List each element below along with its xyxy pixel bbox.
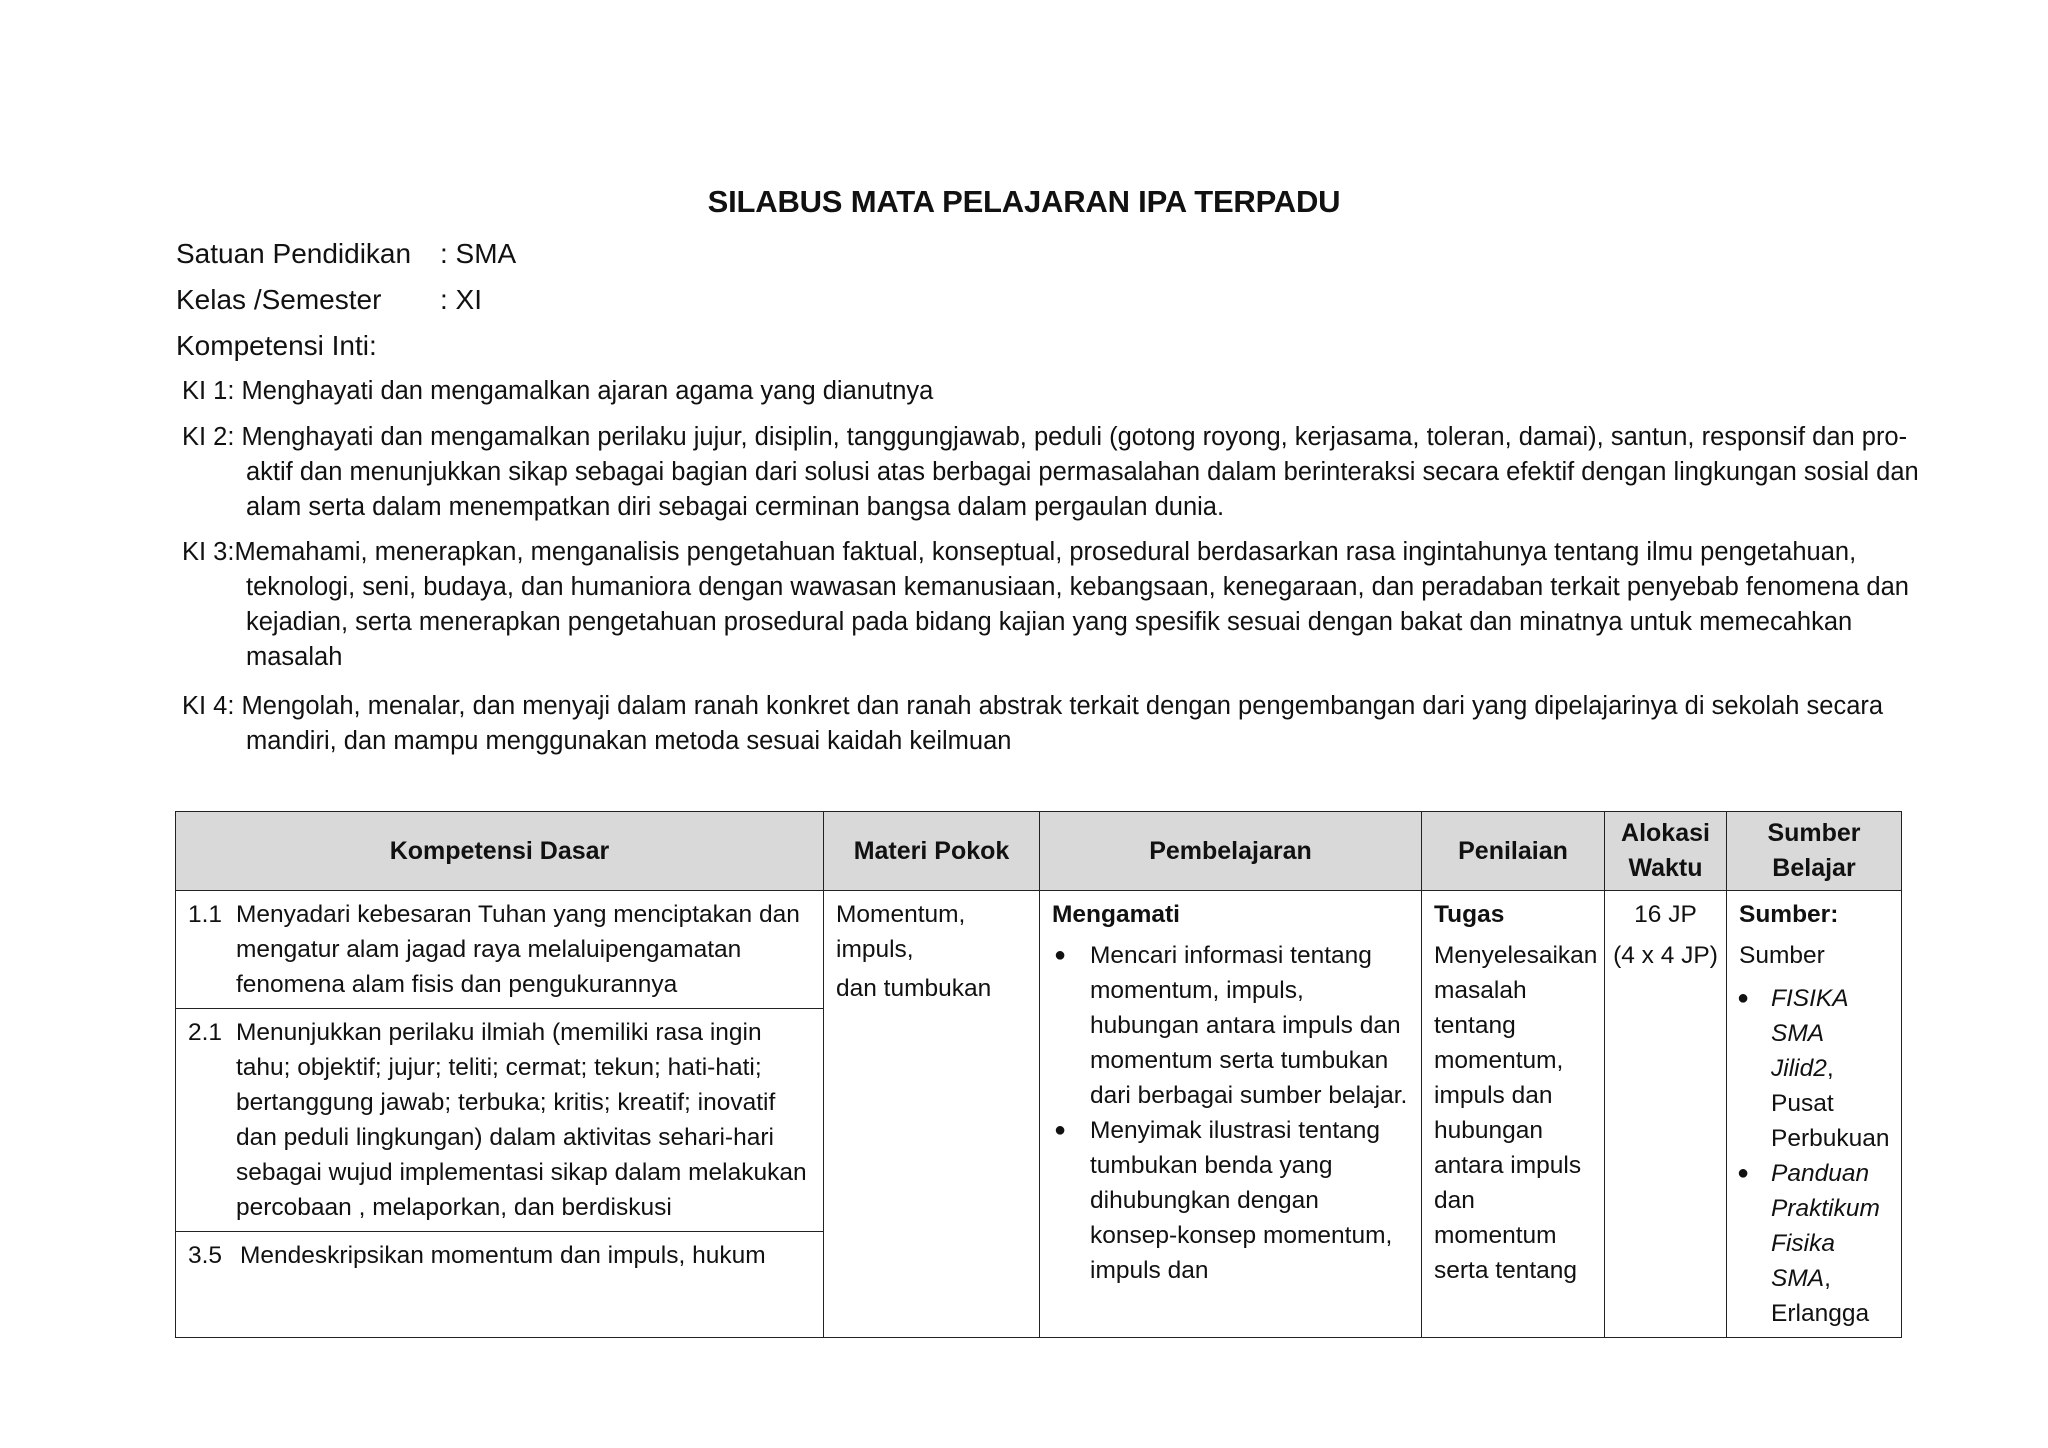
kd-item-3-5 [176, 1231, 823, 1277]
materi-line: Momentum, [836, 901, 966, 928]
bullet-icon: ● [1737, 1162, 1750, 1184]
ki-3: KI 3:Memahami, menerapkan, menganalisis pengetahuan faktual, konseptual, prosedural berdasarkan rasa ingintahunya tentang ilmu pengetahuan, teknologi, seni, budaya, dan humaniora dengan wawasan kemanusiaan, kebangsaan, kenegaraan, dan peradaban terkait penyebab fenomena dan kejadian, serta menerapkan pengetahuan prosedural pada bidang kajian yang spesifik sesuai dengan bakat dan minatnya untuk memecahkan masalah [182, 538, 1909, 671]
bullet-icon: ● [1737, 987, 1750, 1009]
cell-penilaian [1422, 891, 1605, 1338]
header-alokasi-waktu [1605, 812, 1727, 891]
meta-kelas-semester [176, 282, 482, 318]
document-title: SILABUS MATA PELAJARAN IPA TERPADU [707, 184, 1341, 219]
meta-value: : SMA [440, 238, 517, 269]
alokasi-jp: 16 JP [1634, 901, 1697, 928]
kd-number: 3.5 [188, 1242, 223, 1269]
kd-text: Menyadari kebesaran Tuhan yang menciptakan dan mengatur alam jagad raya melaluipengamatan fenomena alam fisis dan pengukurannya [236, 901, 800, 998]
header-kompetensi-dasar: Kompetensi Dasar [176, 812, 824, 891]
ki-1: KI 1: Menghayati dan mengamalkan ajaran agama yang dianutnya [182, 377, 934, 405]
header-penilaian: Penilaian [1422, 812, 1605, 891]
materi-line: impuls, [836, 936, 914, 963]
meta-satuan-pendidikan [176, 236, 516, 272]
meta-label: Satuan Pendidikan [176, 238, 412, 269]
pembelajaran-heading: Mengamati [1052, 901, 1180, 928]
bullet-icon: ● [1054, 944, 1067, 966]
cell-pembelajaran [1040, 891, 1422, 1338]
ki-2: KI 2: Menghayati dan mengamalkan perilaku jujur, disiplin, tanggungjawab, peduli (gotong royong, kerjasama, toleran, damai), santun, responsif dan pro-aktif dan menunjukkan sikap sebagai bagian dari solusi atas berbagai permasalahan dalam berinteraksi secara efektif dengan lingkungan sosial dan alam serta dalam menempatkan diri sebagai cerminan bangsa dalam pergaulan dunia. [182, 423, 1919, 521]
header-sumber-line2: Belajar [1772, 854, 1856, 882]
kd-item-1-1 [176, 891, 823, 1008]
header-sumber-belajar [1727, 812, 1902, 891]
list-item [1739, 981, 1889, 1156]
table-header-row [176, 812, 1902, 891]
kd-number: 1.1 [188, 901, 223, 928]
meta-kompetensi-inti [176, 328, 377, 364]
alokasi-detail: (4 x 4 JP) [1613, 942, 1718, 969]
source-title: Panduan Praktikum Fisika SMA [1771, 1160, 1880, 1292]
header-sumber-line1: Sumber [1767, 819, 1861, 847]
source-publisher: , Pusat Perbukuan [1771, 1055, 1890, 1152]
source-title: FISIKA SMA Jilid2 [1771, 985, 1848, 1082]
kd-text: Menunjukkan perilaku ilmiah (memiliki rasa ingin tahu; objektif; jujur; teliti; cermat; tekun; hati-hati; bertanggung jawab; terbuka; kritis; kreatif; inovatif dan peduli lingkungan) dalam aktivitas sehari-hari sebagai wujud implementasi sikap dalam melakukan percobaan , melaporkan, dan berdiskusi [236, 1019, 807, 1221]
header-alokasi-line2: Waktu [1628, 854, 1703, 882]
pembelajaran-list [1052, 938, 1409, 1288]
sumber-intro: Sumber [1739, 942, 1825, 969]
kd-text: Mendeskripsikan momentum dan impuls, hukum [240, 1242, 766, 1269]
sumber-list [1739, 981, 1889, 1331]
cell-alokasi-waktu [1605, 891, 1727, 1338]
header-materi-pokok: Materi Pokok [824, 812, 1040, 891]
list-item [1052, 1113, 1409, 1288]
list-item [1052, 938, 1409, 1113]
meta-value: : XI [440, 284, 483, 315]
cell-kompetensi-dasar [176, 891, 824, 1338]
sumber-heading: Sumber: [1739, 901, 1839, 928]
cell-materi-pokok [824, 891, 1040, 1338]
source-publisher: , Erlangga [1771, 1265, 1870, 1327]
list-item-text: Menyimak ilustrasi tentang tumbukan benda yang dihubungkan dengan konsep-konsep momentum, impuls dan [1090, 1117, 1393, 1284]
kd-number: 2.1 [188, 1019, 223, 1046]
header-pembelajaran: Pembelajaran [1040, 812, 1422, 891]
cell-sumber-belajar [1727, 891, 1902, 1338]
meta-label: Kompetensi Inti: [176, 330, 377, 361]
bullet-icon: ● [1054, 1119, 1067, 1141]
kd-item-2-1 [176, 1008, 823, 1231]
penilaian-text: Menyelesaikan masalah tentang momentum, impuls dan hubungan antara impuls dan momentum serta tentang [1434, 942, 1598, 1284]
table-row [176, 891, 1902, 1338]
meta-label: Kelas /Semester [176, 284, 382, 315]
materi-line: dan tumbukan [836, 975, 992, 1002]
penilaian-heading: Tugas [1434, 901, 1505, 928]
syllabus-table [175, 811, 1902, 1338]
list-item-text: Mencari informasi tentang momentum, impuls, hubungan antara impuls dan momentum serta tumbukan dari berbagai sumber belajar. [1090, 942, 1408, 1109]
header-alokasi-line1: Alokasi [1621, 819, 1710, 847]
ki-4: KI 4: Mengolah, menalar, dan menyaji dalam ranah konkret dan ranah abstrak terkait dengan pengembangan dari yang dipelajarinya di sekolah secara mandiri, dan mampu menggunakan metoda sesuai kaidah keilmuan [182, 692, 1884, 755]
list-item [1739, 1156, 1889, 1331]
